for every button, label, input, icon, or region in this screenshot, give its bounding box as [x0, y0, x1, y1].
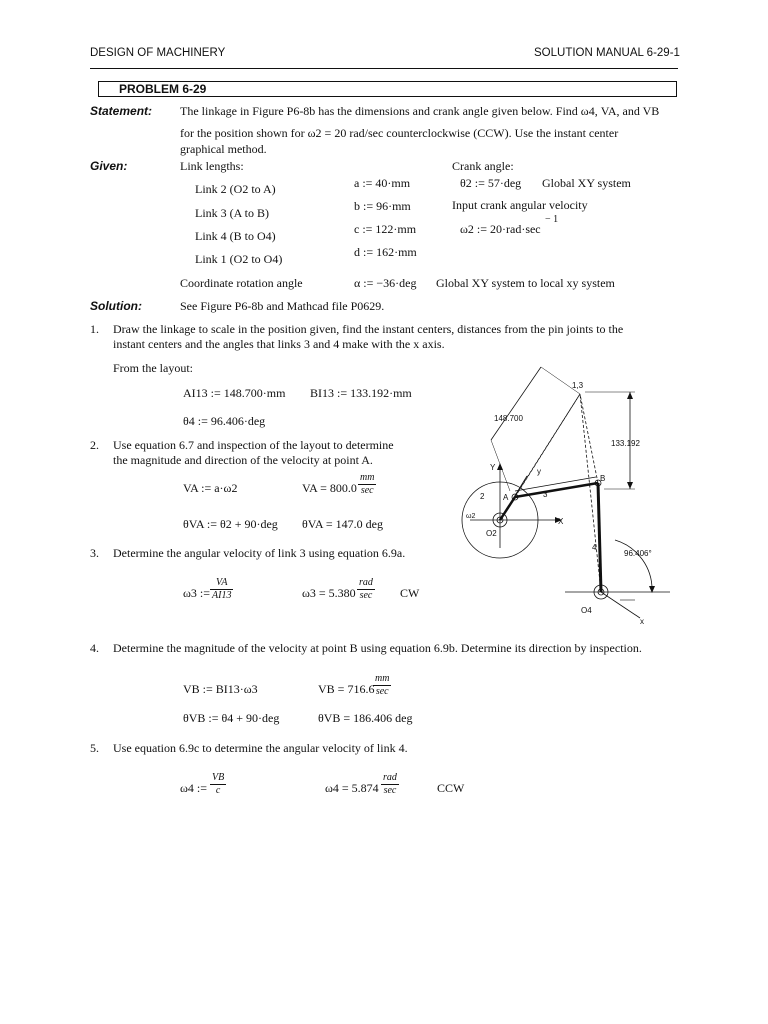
step-5-text: Use equation 6.9c to determine the angular velocity of link 4.	[113, 741, 408, 755]
omega4-direction: CCW	[437, 781, 465, 795]
step-1-number: 1.	[90, 322, 99, 336]
local-x-label: x	[640, 617, 644, 626]
theta-vb-value: θVB = 186.406 deg	[318, 711, 413, 725]
statement-line-1: The linkage in Figure P6-8b has the dimensions and crank angle given below. Find ω4, VA, and VB	[180, 104, 660, 118]
coord-rotation-label: Coordinate rotation angle	[180, 276, 303, 290]
link-2-value: a := 40·mm	[354, 176, 411, 190]
va-definition: VA := a·ω2	[183, 481, 238, 495]
omega3-unit-num: rad	[359, 577, 373, 588]
y-axis-label: Y	[490, 463, 496, 472]
omega4-den: c	[215, 784, 221, 796]
step-3-text: Determine the angular velocity of link 3 using equation 6.9a.	[113, 546, 406, 560]
step-3-number: 3.	[90, 546, 99, 560]
link-3	[515, 483, 598, 497]
link-3-label: Link 3 (A to B)	[195, 206, 269, 220]
alpha-value: α := −36·deg	[354, 276, 417, 290]
theta4-angle-label: 96.406°	[624, 549, 652, 558]
input-velocity-label: Input crank angular velocity	[452, 198, 588, 212]
given-label: Given:	[90, 159, 128, 173]
ai13-dim-label: 148.700	[494, 414, 523, 423]
theta4-arc	[615, 540, 652, 592]
problem-title: PROBLEM 6-29	[119, 82, 207, 96]
step-2-line-1: Use equation 6.7 and inspection of the layout to determine	[113, 438, 394, 452]
o2-label: O2	[486, 529, 497, 538]
link-lengths-label: Link lengths:	[180, 159, 244, 173]
omega4-value: ω4 = 5.874	[325, 781, 379, 795]
theta-va-definition: θVA := θ2 + 90·deg	[183, 517, 278, 531]
linkage-figure	[455, 365, 680, 630]
link-3-label-fig: 3	[543, 490, 548, 499]
statement-label: Statement:	[90, 104, 153, 118]
vb-value: VB = 716.6	[318, 682, 375, 696]
from-layout-label: From the layout:	[113, 361, 193, 375]
link-4-label-fig: 4	[592, 543, 597, 552]
link-4-value: c := 122·mm	[354, 222, 417, 236]
solution-text: See Figure P6-8b and Mathcad file P0629.	[180, 299, 385, 313]
bi13-line	[580, 394, 598, 483]
va-unit-num: mm	[360, 472, 375, 483]
point-b-label: B	[600, 474, 606, 483]
omega4-lhs: ω4 :=	[180, 781, 207, 795]
header-rule	[90, 68, 678, 69]
omega4-num: VB	[212, 772, 225, 783]
omega3-direction: CW	[400, 586, 420, 600]
link-2-label-fig: 2	[480, 492, 485, 501]
vb-definition: VB := BI13·ω3	[183, 682, 258, 696]
vb-unit-num: mm	[375, 673, 390, 684]
step-1-line-1: Draw the linkage to scale in the position given, find the instant centers, distances from the pin joints to the	[113, 322, 624, 336]
x-axis-label: X	[558, 517, 564, 526]
statement-line-3: graphical method.	[180, 142, 267, 156]
omega3-fraction	[210, 577, 233, 601]
theta-va-value: θVA = 147.0 deg	[302, 517, 383, 531]
solution-label: Solution:	[90, 299, 142, 313]
problem-box	[98, 81, 677, 97]
omega3-unit	[357, 577, 375, 601]
omega2-exponent: − 1	[545, 214, 559, 225]
theta4-value: θ4 := 96.406·deg	[183, 414, 266, 428]
step-2-line-2: the magnitude and direction of the velocity at point A.	[113, 453, 373, 467]
header-left: DESIGN OF MACHINERY	[90, 47, 226, 59]
omega3-den: AI13	[212, 589, 232, 601]
link-1-label: Link 1 (O2 to O4)	[195, 252, 283, 266]
theta2-value: θ2 := 57·deg	[460, 176, 522, 190]
step-4-text: Determine the magnitude of the velocity at point B using equation 6.9b. Determine its direction by inspection.	[113, 641, 642, 655]
omega3-value: ω3 = 5.380	[302, 586, 356, 600]
step-5-number: 5.	[90, 741, 99, 755]
va-unit-den: sec	[360, 484, 374, 496]
crank-angle-label: Crank angle:	[452, 159, 514, 173]
step-4-number: 4.	[90, 641, 99, 655]
local-x-axis	[601, 592, 640, 618]
omega2-value: ω2 := 20·rad·sec	[460, 222, 541, 236]
link-1-value: d := 162·mm	[354, 245, 417, 259]
vb-unit	[373, 673, 391, 697]
omega2-label-fig: ω2	[466, 513, 476, 520]
va-value: VA = 800.0	[302, 481, 357, 495]
va-unit	[358, 472, 376, 496]
point-a-label: A	[503, 493, 509, 502]
omega4-unit-den: sec	[383, 784, 397, 796]
global-xy-label: Global XY system	[542, 176, 631, 190]
ai13-dimension	[491, 367, 541, 440]
omega3-lhs: ω3 :=	[183, 586, 210, 600]
ai13-value: AI13 := 148.700·mm	[183, 386, 286, 400]
header-right: SOLUTION MANUAL 6-29-1	[534, 47, 680, 59]
omega4-unit	[381, 772, 399, 796]
o4-label: O4	[581, 606, 592, 615]
coord-rotation-desc: Global XY system to local xy system	[436, 276, 615, 290]
bi13-value: BI13 := 133.192·mm	[310, 386, 412, 400]
omega3-num: VA	[210, 577, 233, 590]
statement-line-2: for the position shown for ω2 = 20 rad/sec counterclockwise (CCW). Use the instant center	[180, 126, 619, 140]
link-4-label: Link 4 (B to O4)	[195, 229, 276, 243]
bi13-dim-label: 133.192	[611, 439, 640, 448]
ic-13-label: 1,3	[572, 381, 584, 390]
link-2-label: Link 2 (O2 to A)	[195, 182, 276, 196]
local-y-label: y	[537, 467, 541, 476]
step-2-number: 2.	[90, 438, 99, 452]
omega4-fraction	[210, 772, 226, 796]
link-3-value: b := 96·mm	[354, 199, 411, 213]
step-1-line-2: instant centers and the angles that links 3 and 4 make with the x axis.	[113, 337, 445, 351]
omega4-unit-num: rad	[383, 772, 397, 783]
theta-vb-definition: θVB := θ4 + 90·deg	[183, 711, 280, 725]
vb-unit-den: sec	[375, 685, 389, 697]
omega3-unit-den: sec	[359, 589, 373, 601]
